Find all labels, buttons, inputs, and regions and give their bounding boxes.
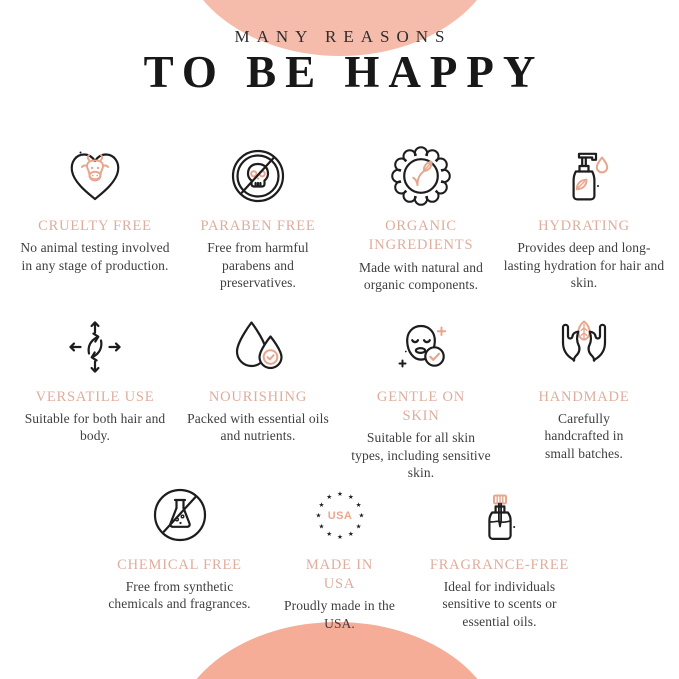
feature-row-3 [0, 483, 679, 632]
feature-description: Packed with essential oils and nutrients. [187, 411, 329, 444]
chemical-free-flask-icon [148, 483, 212, 547]
feature-nourishing [177, 315, 340, 445]
paraben-free-skull-icon [226, 144, 290, 208]
feature-cruelty-free [14, 144, 177, 274]
svg-text:★: ★ [336, 490, 343, 499]
feature-title: NOURISHING [208, 389, 308, 406]
svg-text:★: ★ [355, 522, 362, 531]
feature-description: Carefully handcrafted in small batches. [544, 411, 624, 461]
feature-title: HANDMADE [538, 389, 630, 406]
fragrance-free-dropper-icon [468, 483, 532, 547]
hydrating-pump-bottle-icon [552, 144, 616, 208]
svg-text:★: ★ [325, 492, 332, 501]
svg-text:★: ★ [347, 530, 354, 539]
feature-description: Free from harmful parabens and preservatives. [207, 240, 309, 290]
handmade-hands-leaf-icon [552, 315, 616, 379]
svg-text:★: ★ [317, 522, 324, 531]
feature-paraben-free [177, 144, 340, 291]
nourishing-droplets-icon [226, 315, 290, 379]
feature-title: PARABEN FREE [200, 218, 316, 235]
feature-made-in-usa [260, 483, 420, 632]
svg-text:★: ★ [347, 492, 354, 501]
organic-badge-leaf-icon [389, 144, 453, 208]
svg-text:★: ★ [336, 533, 343, 542]
feature-title: FRAGRANCE-FREE [429, 557, 570, 574]
feature-description: Suitable for both hair and body. [24, 411, 166, 444]
feature-title: CRUELTY FREE [38, 218, 152, 235]
feature-title: ORGANIC INGREDIENTS [368, 218, 474, 254]
feature-chemical-free [100, 483, 260, 613]
page-title: TO BE HAPPY [143, 47, 545, 97]
feature-fragrance-free [420, 483, 580, 630]
feature-versatile-use [14, 315, 177, 445]
versatile-arrows-icon [63, 315, 127, 379]
feature-description: Ideal for individuals sensitive to scents or essential oils. [442, 579, 557, 629]
feature-description: Provides deep and long-lasting hydration for hair and skin. [503, 240, 665, 290]
feature-description: Made with natural and organic components. [359, 259, 483, 292]
feature-title: CHEMICAL FREE [117, 557, 242, 574]
feature-title: GENTLE ON SKIN [376, 389, 466, 425]
feature-description: No animal testing involved in any stage of production. [20, 240, 170, 273]
svg-text:★: ★ [315, 511, 321, 520]
feature-description: Suitable for all skin types, including sensitive skin. [351, 430, 491, 480]
svg-text:★: ★ [317, 500, 324, 509]
feature-row-2 [0, 315, 679, 481]
feature-gentle-on-skin [340, 315, 503, 481]
feature-title: VERSATILE USE [35, 389, 155, 406]
svg-text:★: ★ [355, 500, 362, 509]
feature-hydrating [503, 144, 666, 291]
feature-handmade [503, 315, 666, 462]
svg-text:★: ★ [325, 530, 332, 539]
feature-description: Free from synthetic chemicals and fragrances. [108, 579, 251, 612]
feature-description: Proudly made in the USA. [283, 598, 395, 631]
gentle-face-check-icon [389, 315, 453, 379]
feature-title: HYDRATING [538, 218, 630, 235]
feature-title: MADE IN USA [305, 557, 374, 593]
svg-text:★: ★ [358, 511, 364, 520]
feature-row-1 [0, 144, 679, 293]
made-in-usa-stars-icon [308, 483, 372, 547]
usa-badge-text: USA [327, 510, 352, 523]
cruelty-free-heart-cow-icon [63, 144, 127, 208]
header-subtitle: MANY REASONS [234, 27, 452, 46]
feature-organic-ingredients [340, 144, 503, 293]
